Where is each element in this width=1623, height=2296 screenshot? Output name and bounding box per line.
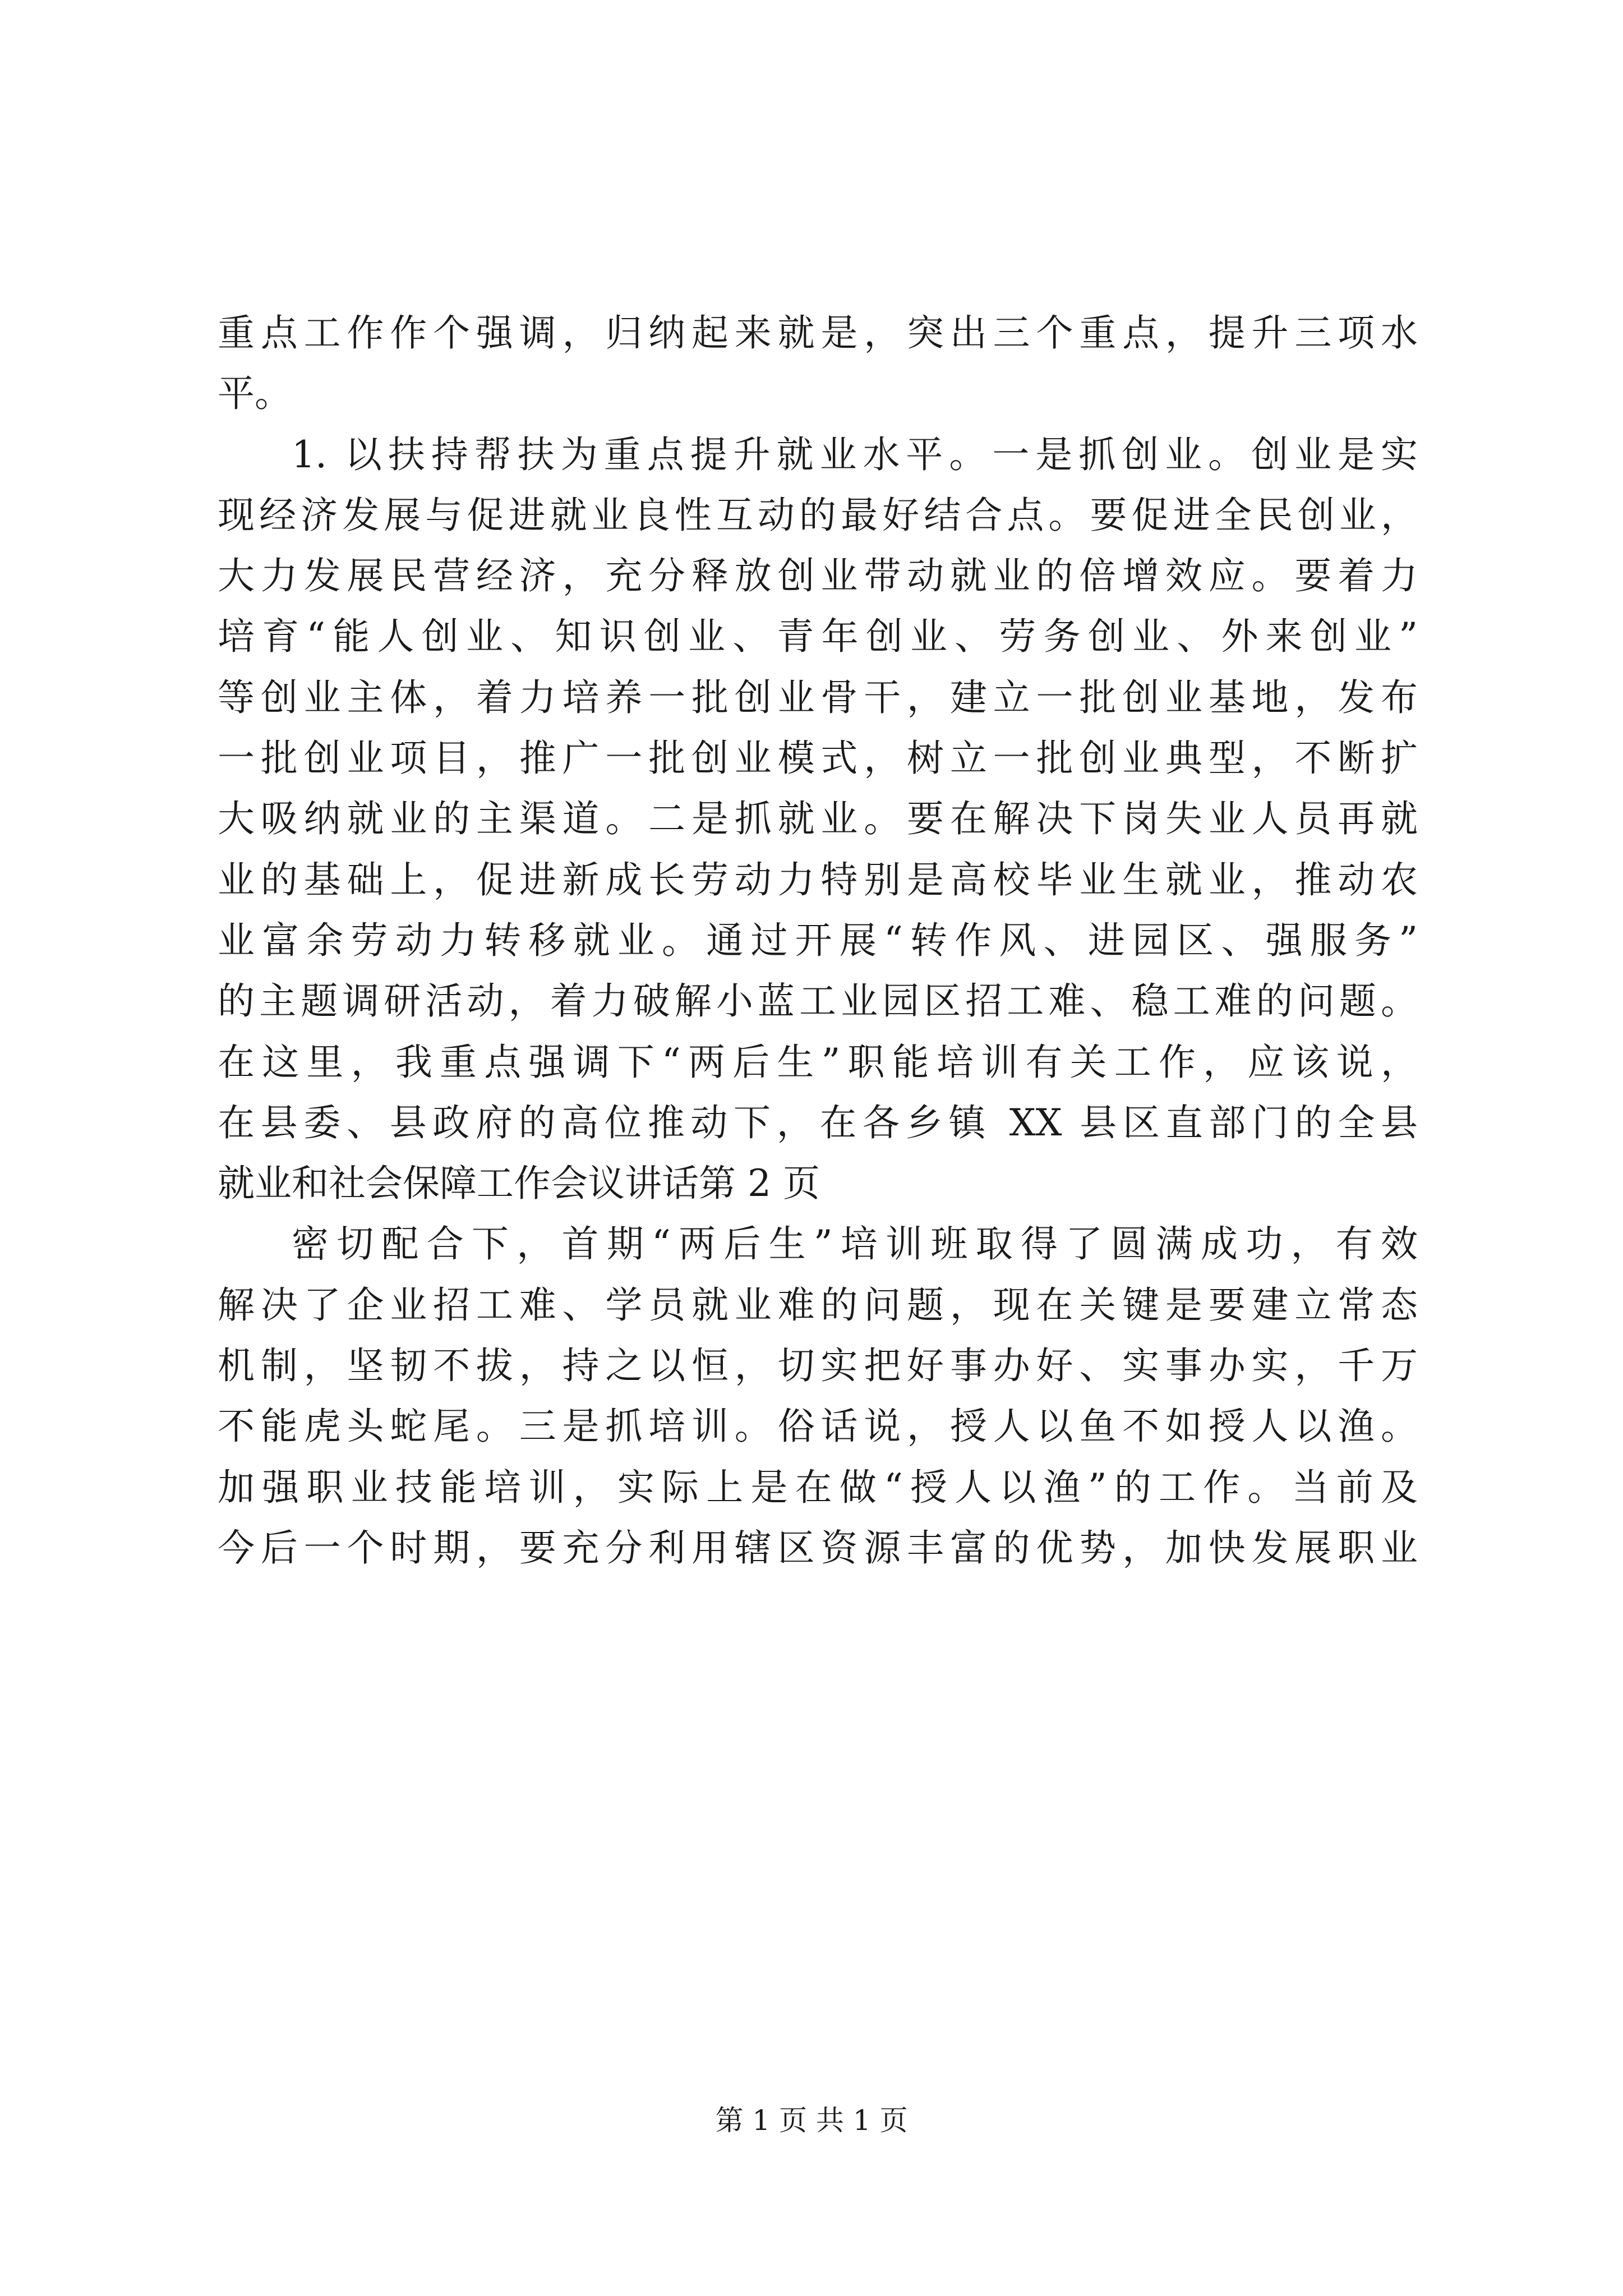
paragraph-first-line: 1. 以扶持帮扶为重点提升就业水平。一是抓创业。创业是实 [292, 432, 1418, 476]
text-line: 机制，坚韧不拔，持之以恒，切实把好事办好、实事办实，千万 [218, 1344, 1418, 1388]
text-line: 在这里，我重点强调下“两后生”职能培训有关工作，应该说， [218, 1040, 1418, 1084]
text-line: 业的基础上，促进新成长劳动力特别是高校毕业生就业，推动农 [218, 858, 1418, 901]
text-line: 业富余劳动力转移就业。通过开展“转作风、进园区、强服务” [218, 918, 1418, 962]
text-line: 解决了企业招工难、学员就业难的问题，现在关键是要建立常态 [218, 1283, 1418, 1327]
text-line: 加强职业技能培训，实际上是在做“授人以渔”的工作。当前及 [218, 1465, 1418, 1509]
text-line: 平。 [218, 372, 292, 416]
text-line: 就业和社会保障工作会议讲话第 2 页 [218, 1162, 820, 1205]
text-line: 等创业主体，着力培养一批创业骨干，建立一批创业基地，发布 [218, 675, 1418, 719]
paragraph-first-line: 密切配合下，首期“两后生”培训班取得了圆满成功，有效 [292, 1222, 1418, 1266]
text-line: 不能虎头蛇尾。三是抓培训。俗话说，授人以鱼不如授人以渔。 [218, 1405, 1418, 1448]
text-line: 大力发展民营经济，充分释放创业带动就业的倍增效应。要着力 [218, 554, 1418, 598]
text-line: 一批创业项目，推广一批创业模式，树立一批创业典型，不断扩 [218, 737, 1418, 780]
text-line: 现经济发展与促进就业良性互动的最好结合点。要促进全民创业， [218, 493, 1418, 537]
document-body [218, 303, 1418, 1579]
text-line: 在县委、县政府的高位推动下，在各乡镇 XX 县区直部门的全县 [218, 1101, 1418, 1144]
text-line: 培育“能人创业、知识创业、青年创业、劳务创业、外来创业” [218, 615, 1418, 659]
text-line: 的主题调研活动，着力破解小蓝工业园区招工难、稳工难的问题。 [218, 979, 1418, 1023]
text-line: 今后一个时期，要充分利用辖区资源丰富的优势，加快发展职业 [218, 1526, 1418, 1570]
text-line: 重点工作作个强调，归纳起来就是，突出三个重点，提升三项水 [218, 311, 1418, 355]
page-number: 第 1 页 共 1 页 [715, 2104, 908, 2137]
page-footer [0, 2101, 1623, 2140]
text-line: 大吸纳就业的主渠道。二是抓就业。要在解决下岗失业人员再就 [218, 797, 1418, 841]
